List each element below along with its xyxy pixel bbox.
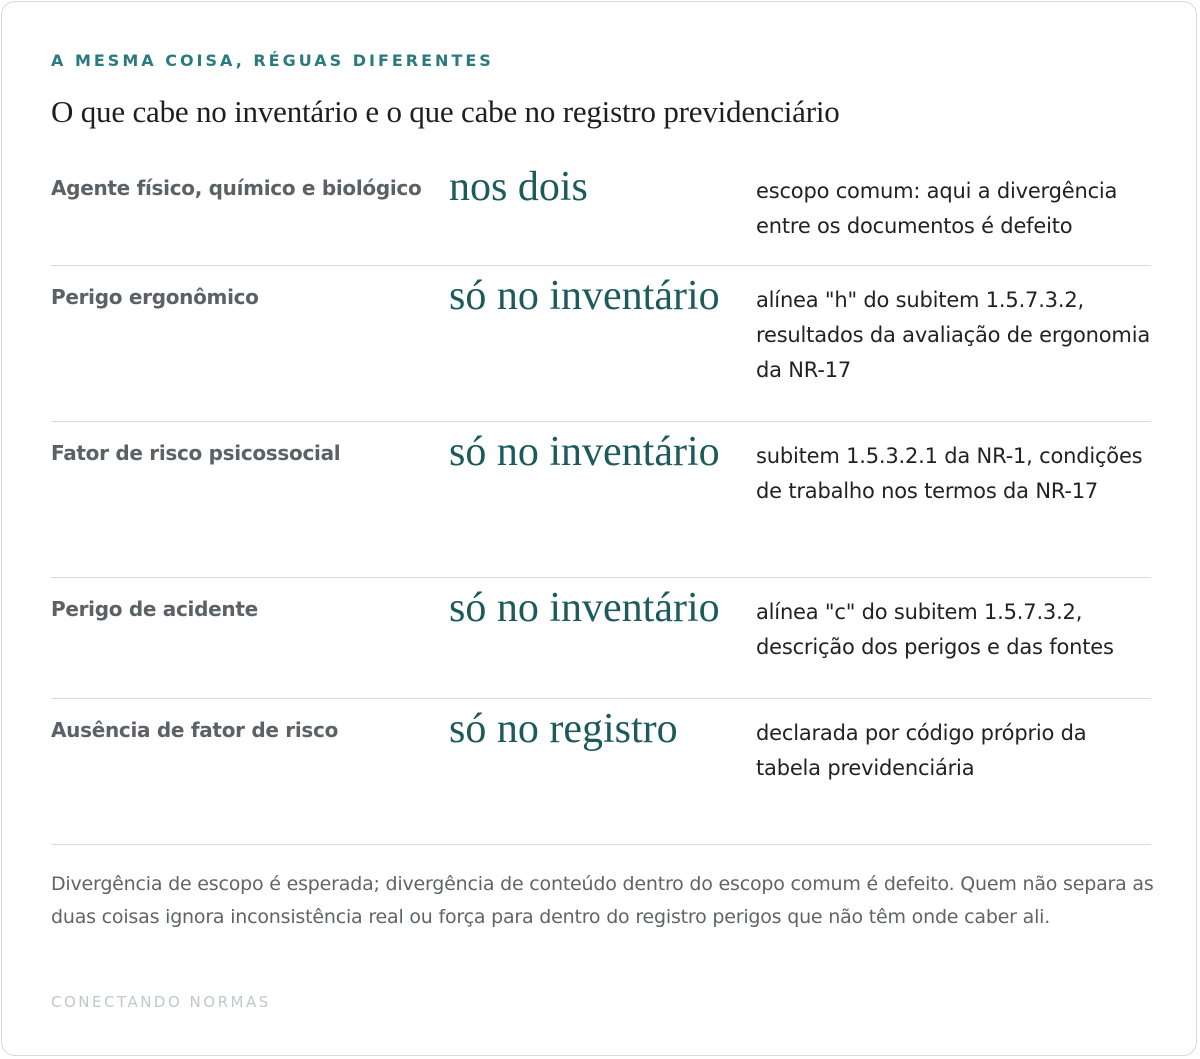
row-label: Ausência de fator de risco: [51, 718, 339, 742]
row-scope: só no inventário: [449, 273, 720, 319]
row-scope: só no inventário: [449, 429, 720, 475]
footnote: Divergência de escopo é esperada; divergência de conteúdo dentro do escopo comum é defeito. Quem não separa as duas coisas ignora inconsistência real ou força para dentro do registro perigos que não têm onde caber ali.: [51, 873, 1154, 928]
comparison-table: [51, 157, 1151, 845]
page-title: O que cabe no inventário e o que cabe no registro previdenciário: [51, 94, 840, 129]
row-description: subitem 1.5.3.2.1 da NR-1, condições de trabalho nos termos da NR-17: [756, 444, 1143, 503]
card: [1, 1, 1197, 1056]
row-label: Perigo ergonômico: [51, 285, 259, 309]
row-scope: nos dois: [449, 164, 588, 210]
row-scope: só no inventário: [449, 585, 720, 631]
row-label: Agente físico, químico e biológico: [51, 176, 422, 200]
table-row: [51, 578, 1151, 699]
row-description: escopo comum: aqui a divergência entre os documentos é defeito: [756, 179, 1118, 238]
row-description: declarada por código próprio da tabela previdenciária: [756, 721, 1087, 780]
row-description: alínea "h" do subitem 1.5.7.3.2, resultados da avaliação de ergonomia da NR-17: [756, 288, 1150, 382]
table-row: [51, 157, 1151, 266]
table-row: [51, 422, 1151, 578]
row-scope: só no registro: [449, 706, 678, 752]
row-label: Fator de risco psicossocial: [51, 441, 341, 465]
table-row: [51, 266, 1151, 422]
row-label: Perigo de acidente: [51, 597, 258, 621]
brand-footer: CONECTANDO NORMAS: [51, 993, 271, 1011]
eyebrow: A MESMA COISA, RÉGUAS DIFERENTES: [51, 51, 494, 70]
table-row: [51, 699, 1151, 845]
row-description: alínea "c" do subitem 1.5.7.3.2, descrição dos perigos e das fontes: [756, 600, 1114, 659]
